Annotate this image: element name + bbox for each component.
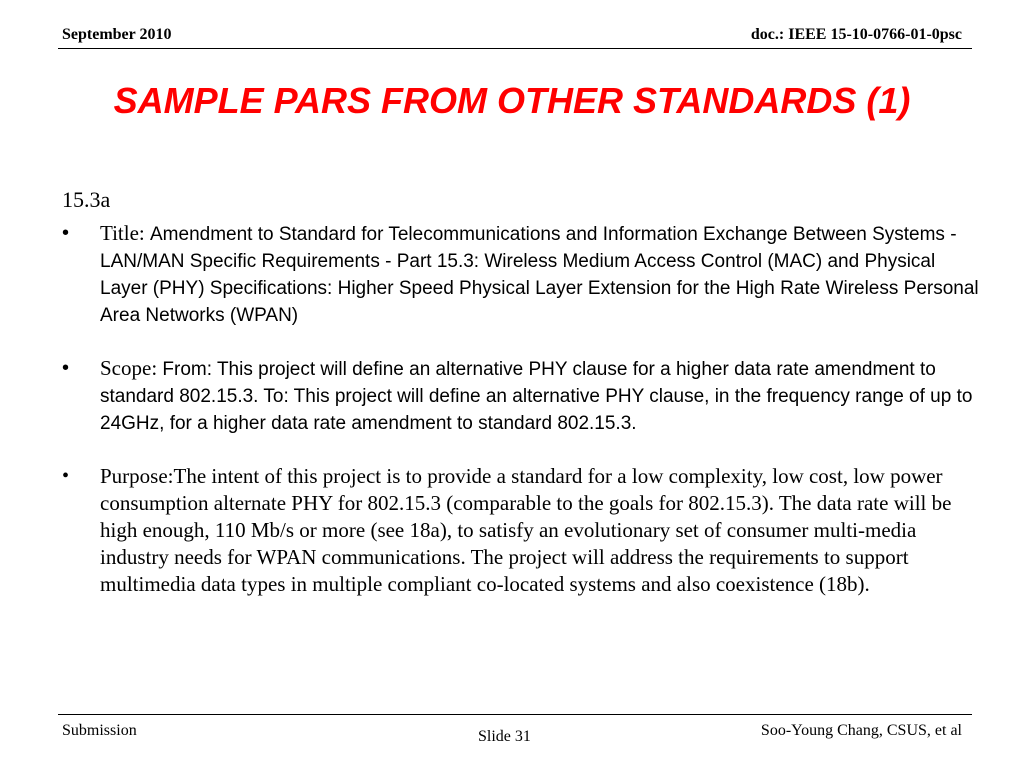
header-divider <box>58 48 972 49</box>
bullet-lead: Purpose: <box>100 464 174 488</box>
bullet-title <box>62 220 982 329</box>
slide-body <box>62 186 982 598</box>
header-doc-id: doc.: IEEE 15-10-0766-01-0psc <box>750 26 962 43</box>
footer-author: Soo-Young Chang, CSUS, et al <box>760 722 962 739</box>
bullet-scope <box>62 355 982 437</box>
bullet-dot: • <box>62 222 70 244</box>
footer-slide-number: Slide 31 <box>478 728 531 745</box>
bullet-lead: Scope: <box>100 356 163 380</box>
footer-divider <box>58 714 972 715</box>
section-heading: 15.3a <box>62 187 111 212</box>
spacer <box>62 437 982 463</box>
bullet-purpose <box>62 463 982 598</box>
bullet-text: Amendment to Standard for Telecommunications and Information Exchange Between Systems - LAN/MAN Specific Requirements - Part 15.3: Wireless Medium Access Control (MAC) and Physical Layer (PHY) Specifications: Higher Speed Physical Layer Extension for the High Rate Wireless Personal Area Networks (WPAN) <box>100 224 979 326</box>
bullet-text: From: This project will define an alternative PHY clause for a higher data rate amendment to standard 802.15.3. To: This project will define an alternative PHY clause, in the frequency range of up to 24GHz, for a higher data rate amendment to standard 802.15.3. <box>100 359 973 434</box>
bullet-dot: • <box>62 465 70 487</box>
bullet-dot: • <box>62 357 70 379</box>
bullet-text: The intent of this project is to provide a standard for a low complexity, low cost, low power consumption alternate PHY for 802.15.3 (comparable to the goals for 802.15.3). The data rate will be high enough, 110 Mb/s or more (see 18a), to satisfy an evolutionary set of consumer multi-media industry needs for WPAN communications. The project will address the requirements to support multimedia data types in multiple compliant co-located systems and also coexistence (18b). <box>100 464 952 596</box>
footer-submission: Submission <box>62 722 137 739</box>
header-date: September 2010 <box>62 26 172 43</box>
spacer <box>62 329 982 355</box>
bullet-lead: Title: <box>100 221 150 245</box>
slide-title: SAMPLE PARS FROM OTHER STANDARDS (1) <box>113 80 911 121</box>
